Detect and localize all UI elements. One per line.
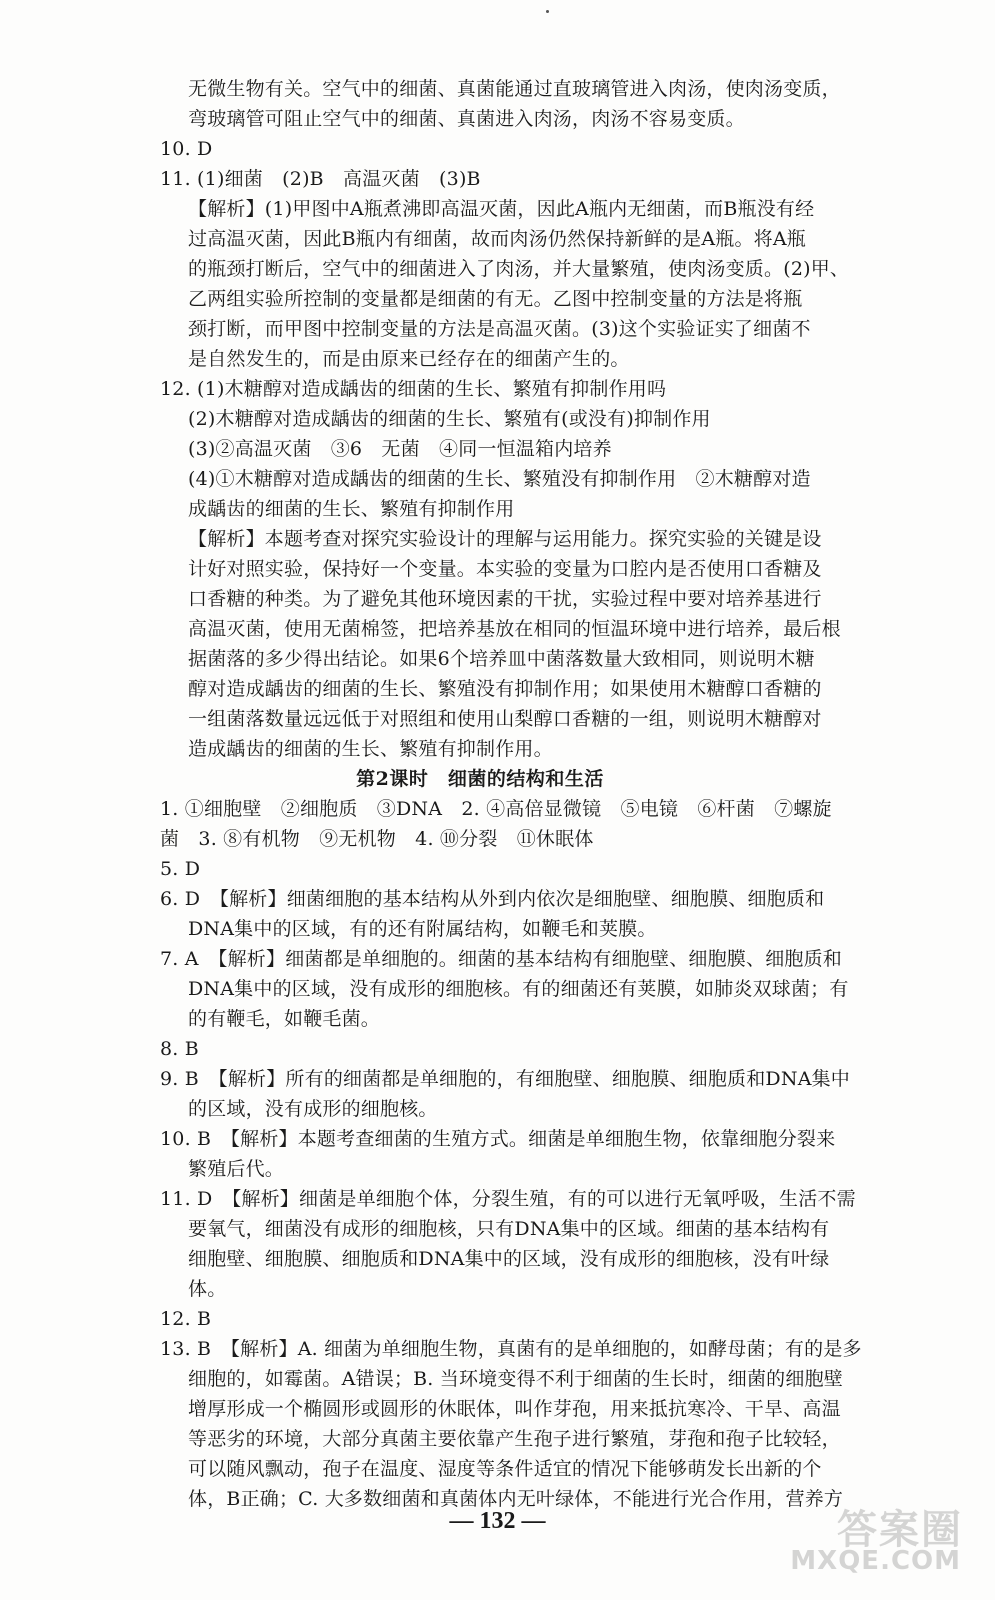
analysis-line: 醇对造成龋齿的细菌的生长、繁殖没有抑制作用；如果使用木糖醇口香糖的 bbox=[188, 678, 822, 700]
answer-item: 1. ①细胞壁 ②细胞质 ③DNA 2. ④高倍显微镜 ⑤电镜 ⑥杆菌 ⑦螺旋 bbox=[160, 798, 832, 820]
scan-speck bbox=[546, 10, 549, 13]
answer-sub-line: (4)①木糖醇对造成龋齿的细菌的生长、繁殖没有抑制作用 ②木糖醇对造 bbox=[188, 468, 811, 490]
answer-sub-line: 成龋齿的细菌的生长、繁殖有抑制作用 bbox=[188, 498, 515, 520]
watermark-text-cn: 答案圈 bbox=[837, 1507, 963, 1553]
analysis-line: 【解析】本题考查对探究实验设计的理解与运用能力。探究实验的关键是设 bbox=[188, 528, 822, 550]
analysis-line: 计好对照实验，保持好一个变量。本实验的变量为口腔内是否使用口香糖及 bbox=[188, 558, 822, 580]
text-line: 无微生物有关。空气中的细菌、真菌能通过直玻璃管进入肉汤，使肉汤变质， bbox=[188, 78, 841, 100]
answer-item: 7. A 【解析】细菌都是单细胞的。细菌的基本结构有细胞壁、细胞膜、细胞质和 bbox=[160, 948, 842, 970]
answer-item: 13. B 【解析】A. 细菌为单细胞生物，真菌有的是单细胞的，如酵母菌；有的是多 bbox=[160, 1338, 862, 1360]
analysis-line: 等恶劣的环境，大部分真菌主要依靠产生孢子进行繁殖，芽孢和孢子比较轻， bbox=[188, 1428, 841, 1450]
answer-item: 11. D 【解析】细菌是单细胞个体，分裂生殖，有的可以进行无氧呼吸，生活不需 bbox=[160, 1188, 856, 1210]
page-number: — 132 — bbox=[449, 1508, 546, 1534]
answer-item: 12. (1)木糖醇对造成龋齿的细菌的生长、繁殖有抑制作用吗 bbox=[160, 378, 667, 400]
answer-item: 8. B bbox=[160, 1038, 199, 1060]
analysis-line: 的瓶颈打断后，空气中的细菌进入了肉汤，并大量繁殖，使肉汤变质。(2)甲、 bbox=[188, 258, 850, 280]
text-line: 弯玻璃管可阻止空气中的细菌、真菌进入肉汤，肉汤不容易变质。 bbox=[188, 108, 745, 130]
analysis-line: 高温灭菌，使用无菌棉签，把培养基放在相同的恒温环境中进行培养，最后根 bbox=[188, 618, 841, 640]
analysis-line: 颈打断，而甲图中控制变量的方法是高温灭菌。(3)这个实验证实了细菌不 bbox=[188, 318, 811, 340]
watermark-text-en: MXQE.COM bbox=[790, 1546, 961, 1576]
answer-item: 6. D 【解析】细菌细胞的基本结构从外到内依次是细胞壁、细胞膜、细胞质和 bbox=[160, 888, 825, 910]
answer-item: 10. D bbox=[160, 138, 213, 160]
analysis-line: 体。 bbox=[188, 1278, 227, 1300]
answer-item: 11. (1)细菌 (2)B 高温灭菌 (3)B bbox=[160, 168, 481, 190]
analysis-line: 细胞壁、细胞膜、细胞质和DNA集中的区域，没有成形的细胞核，没有叶绿 bbox=[188, 1248, 830, 1270]
section-heading: 第2课时 细菌的结构和生活 bbox=[356, 768, 604, 790]
answer-item: 9. B 【解析】所有的细菌都是单细胞的，有细胞壁、细胞膜、细胞质和DNA集中 bbox=[160, 1068, 851, 1090]
answer-item: 5. D bbox=[160, 858, 201, 880]
analysis-line: 一组菌落数量远远低于对照组和使用山梨醇口香糖的一组，则说明木糖醇对 bbox=[188, 708, 822, 730]
analysis-line: 的有鞭毛，如鞭毛菌。 bbox=[188, 1008, 381, 1030]
answer-item: 12. B bbox=[160, 1308, 212, 1330]
answer-item: 10. B 【解析】本题考查细菌的生殖方式。细菌是单细胞生物，依靠细胞分裂来 bbox=[160, 1128, 836, 1150]
watermark-logo bbox=[790, 1498, 967, 1578]
analysis-line: 口香糖的种类。为了避免其他环境因素的干扰，实验过程中要对培养基进行 bbox=[188, 588, 822, 610]
analysis-line: 据菌落的多少得出结论。如果6个培养皿中菌落数量大致相同，则说明木糖 bbox=[188, 648, 815, 670]
analysis-line: 增厚形成一个椭圆形或圆形的休眠体，叫作芽孢，用来抵抗寒冷、干旱、高温 bbox=[188, 1398, 841, 1420]
analysis-line: 繁殖后代。 bbox=[188, 1158, 285, 1180]
answer-sub-line: (3)②高温灭菌 ③6 无菌 ④同一恒温箱内培养 bbox=[188, 438, 612, 460]
analysis-line: 的区域，没有成形的细胞核。 bbox=[188, 1098, 438, 1120]
answer-item: 菌 3. ⑧有机物 ⑨无机物 4. ⑩分裂 ⑪休眠体 bbox=[160, 828, 594, 850]
analysis-line: 体，B正确；C. 大多数细菌和真菌体内无叶绿体，不能进行光合作用，营养方 bbox=[188, 1488, 844, 1510]
analysis-line: DNA集中的区域，没有成形的细胞核。有的细菌还有荚膜，如肺炎双球菌；有 bbox=[188, 978, 849, 1000]
analysis-line: 造成龋齿的细菌的生长、繁殖有抑制作用。 bbox=[188, 738, 553, 760]
analysis-line: 要氧气，细菌没有成形的细胞核，只有DNA集中的区域。细菌的基本结构有 bbox=[188, 1218, 830, 1240]
answer-sub-line: (2)木糖醇对造成龋齿的细菌的生长、繁殖有(或没有)抑制作用 bbox=[188, 408, 711, 430]
analysis-line: 可以随风飘动，孢子在温度、湿度等条件适宜的情况下能够萌发长出新的个 bbox=[188, 1458, 822, 1480]
answer-content bbox=[160, 74, 862, 1514]
analysis-line: 【解析】(1)甲图中A瓶煮沸即高温灭菌，因此A瓶内无细菌，而B瓶没有经 bbox=[188, 198, 815, 220]
analysis-line: 过高温灭菌，因此B瓶内有细菌，故而肉汤仍然保持新鲜的是A瓶。将A瓶 bbox=[188, 228, 807, 250]
analysis-line: 乙两组实验所控制的变量都是细菌的有无。乙图中控制变量的方法是将瓶 bbox=[188, 288, 803, 310]
analysis-line: DNA集中的区域，有的还有附属结构，如鞭毛和荚膜。 bbox=[188, 918, 657, 940]
analysis-line: 细胞的，如霉菌。A错误；B. 当环境变得不利于细菌的生长时，细菌的细胞壁 bbox=[188, 1368, 843, 1390]
analysis-line: 是自然发生的，而是由原来已经存在的细菌产生的。 bbox=[188, 348, 630, 370]
